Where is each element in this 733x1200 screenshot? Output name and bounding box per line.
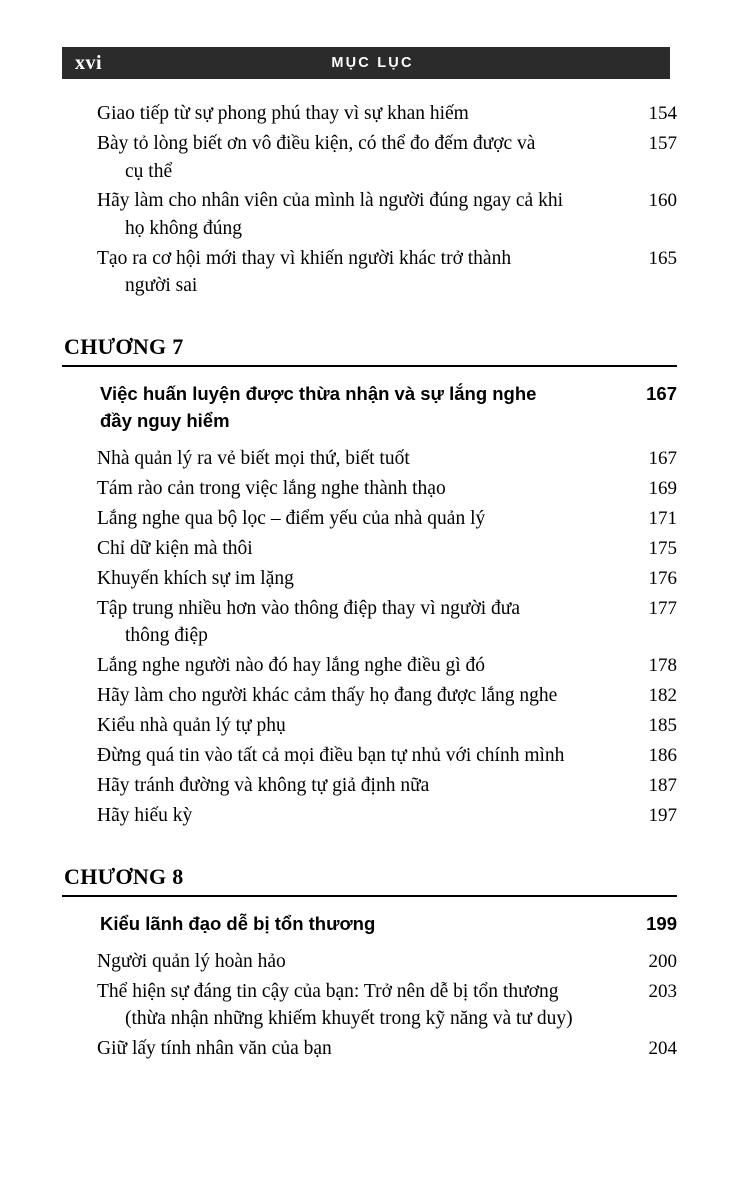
toc-entry-text bbox=[62, 130, 625, 185]
toc-entry-text bbox=[62, 565, 625, 593]
chapter-label: CHƯƠNG 7 bbox=[64, 334, 184, 360]
toc-entry[interactable] bbox=[62, 245, 677, 300]
toc-entry-line1: Hãy làm cho nhân viên của mình là người đúng ngay cả khi bbox=[97, 190, 564, 212]
chapter-title-8[interactable] bbox=[62, 911, 677, 938]
chapter-title-line1: Kiểu lãnh đạo dễ bị tổn thương bbox=[100, 912, 376, 934]
toc-entry-line1: Hãy tránh đường và không tự giả định nữa bbox=[97, 774, 430, 796]
toc-entry-text bbox=[62, 978, 625, 1033]
toc-entry-line1: Người quản lý hoàn hảo bbox=[97, 950, 286, 972]
toc-entry-page: 200 bbox=[648, 950, 677, 972]
toc-entry-line1: Nhà quản lý ra vẻ biết mọi thứ, biết tuốt bbox=[97, 447, 410, 469]
chapter-heading-7[interactable] bbox=[62, 334, 677, 367]
toc-entry[interactable] bbox=[62, 1035, 677, 1063]
toc-entry-line1: Đừng quá tin vào tất cả mọi điều bạn tự nhủ với chính mình bbox=[97, 744, 565, 766]
toc-entry-line1: Kiểu nhà quản lý tự phụ bbox=[97, 714, 286, 736]
toc-entry-text bbox=[62, 187, 625, 242]
toc-entry-text bbox=[62, 772, 625, 800]
toc-entry[interactable] bbox=[62, 712, 677, 740]
toc-entry-text bbox=[62, 802, 625, 830]
toc-entry-line2: thông điệp bbox=[125, 625, 208, 647]
toc-entry-line1: Lắng nghe qua bộ lọc – điểm yếu của nhà quản lý bbox=[97, 507, 486, 529]
chapter-title-7[interactable] bbox=[62, 381, 677, 435]
toc-entry-line1: Khuyến khích sự im lặng bbox=[97, 567, 294, 589]
chapter-title-text bbox=[62, 381, 625, 435]
toc-entry-line2: (thừa nhận những khiếm khuyết trong kỹ năng và tư duy) bbox=[125, 1008, 573, 1030]
toc-entry-line1: Tạo ra cơ hội mới thay vì khiến người khác trở thành bbox=[97, 247, 512, 269]
toc-entry-page: 178 bbox=[648, 654, 677, 676]
toc-entry[interactable] bbox=[62, 100, 677, 128]
toc-entry-text bbox=[62, 100, 625, 128]
toc-entry-text bbox=[62, 535, 625, 563]
toc-entry-page: 197 bbox=[648, 804, 677, 826]
toc-entry-line1: Tập trung nhiều hơn vào thông điệp thay vì người đưa bbox=[97, 597, 521, 619]
toc-entry-line2: cụ thể bbox=[125, 160, 173, 182]
toc-entry-page: 186 bbox=[648, 744, 677, 766]
chapter-title-line1: Việc huấn luyện được thừa nhận và sự lắng nghe bbox=[100, 383, 537, 405]
toc-entry-text bbox=[62, 948, 625, 976]
chapter-title-text bbox=[62, 911, 625, 938]
toc-entry[interactable] bbox=[62, 595, 677, 650]
toc-entry-page: 185 bbox=[648, 714, 677, 736]
toc-entry[interactable] bbox=[62, 565, 677, 593]
toc-group-chapter7 bbox=[62, 445, 677, 830]
chapter-heading-8[interactable] bbox=[62, 864, 677, 897]
chapter-title-page: 167 bbox=[646, 383, 677, 405]
toc-entry-line1: Bày tỏ lòng biết ơn vô điều kiện, có thể đo đếm được và bbox=[97, 132, 536, 154]
toc-entry-page: 177 bbox=[648, 597, 677, 619]
toc-entry-text bbox=[62, 1035, 625, 1063]
toc-entry[interactable] bbox=[62, 130, 677, 185]
toc-entry[interactable] bbox=[62, 535, 677, 563]
toc-entry-page: 204 bbox=[648, 1037, 677, 1059]
toc-entry-text bbox=[62, 475, 625, 503]
toc-entry-text bbox=[62, 445, 625, 473]
toc-entry-page: 171 bbox=[648, 507, 677, 529]
toc-entry[interactable] bbox=[62, 445, 677, 473]
toc-entry-page: 203 bbox=[648, 980, 677, 1002]
toc-entry-line1: Lắng nghe người nào đó hay lắng nghe điều gì đó bbox=[97, 654, 486, 676]
toc-entry[interactable] bbox=[62, 652, 677, 680]
toc-entry-text bbox=[62, 652, 625, 680]
toc-entry-text bbox=[62, 712, 625, 740]
toc-entry[interactable] bbox=[62, 802, 677, 830]
toc-group-chapter8 bbox=[62, 948, 677, 1063]
page-folio: xvi bbox=[75, 51, 103, 74]
toc-entry[interactable] bbox=[62, 505, 677, 533]
toc-group-continued bbox=[62, 100, 677, 300]
toc-entry[interactable] bbox=[62, 475, 677, 503]
toc-entry[interactable] bbox=[62, 772, 677, 800]
toc-entry-page: 182 bbox=[648, 684, 677, 706]
toc-entry-page: 169 bbox=[648, 477, 677, 499]
toc-entry-line2: họ không đúng bbox=[125, 218, 242, 240]
toc-entry-line1: Giao tiếp từ sự phong phú thay vì sự khan hiếm bbox=[97, 103, 469, 124]
toc-content bbox=[62, 100, 677, 1065]
toc-entry-page: 187 bbox=[648, 774, 677, 796]
toc-entry[interactable] bbox=[62, 948, 677, 976]
toc-entry-line2: người sai bbox=[125, 275, 198, 297]
toc-entry-text bbox=[62, 245, 625, 300]
toc-entry-page: 157 bbox=[648, 132, 677, 154]
toc-entry-page: 175 bbox=[648, 537, 677, 559]
toc-entry-page: 154 bbox=[648, 103, 677, 124]
toc-entry-page: 176 bbox=[648, 567, 677, 589]
chapter-label: CHƯƠNG 8 bbox=[64, 863, 184, 889]
running-head-title: MỤC LỤC bbox=[331, 55, 414, 71]
running-head bbox=[62, 47, 670, 79]
toc-entry-line1: Chỉ dữ kiện mà thôi bbox=[97, 537, 253, 559]
toc-entry[interactable] bbox=[62, 187, 677, 242]
toc-entry-text bbox=[62, 682, 625, 710]
toc-entry-page: 160 bbox=[648, 190, 677, 212]
toc-entry-line1: Giữ lấy tính nhân văn của bạn bbox=[97, 1037, 332, 1059]
toc-entry-line1: Hãy hiếu kỳ bbox=[97, 804, 193, 826]
toc-entry-page: 167 bbox=[648, 447, 677, 469]
chapter-title-line2: đầy nguy hiểm bbox=[100, 409, 230, 431]
toc-entry[interactable] bbox=[62, 682, 677, 710]
chapter-title-page: 199 bbox=[646, 912, 677, 934]
toc-entry-line1: Thể hiện sự đáng tin cậy của bạn: Trở nên dễ bị tổn thương bbox=[97, 980, 559, 1002]
toc-entry-line1: Hãy làm cho người khác cảm thấy họ đang được lắng nghe bbox=[97, 684, 558, 706]
toc-entry-text bbox=[62, 742, 625, 770]
toc-entry-page: 165 bbox=[648, 247, 677, 269]
toc-entry[interactable] bbox=[62, 742, 677, 770]
toc-entry[interactable] bbox=[62, 978, 677, 1033]
toc-entry-text bbox=[62, 595, 625, 650]
toc-entry-line1: Tám rào cản trong việc lắng nghe thành thạo bbox=[97, 477, 446, 499]
toc-entry-text bbox=[62, 505, 625, 533]
